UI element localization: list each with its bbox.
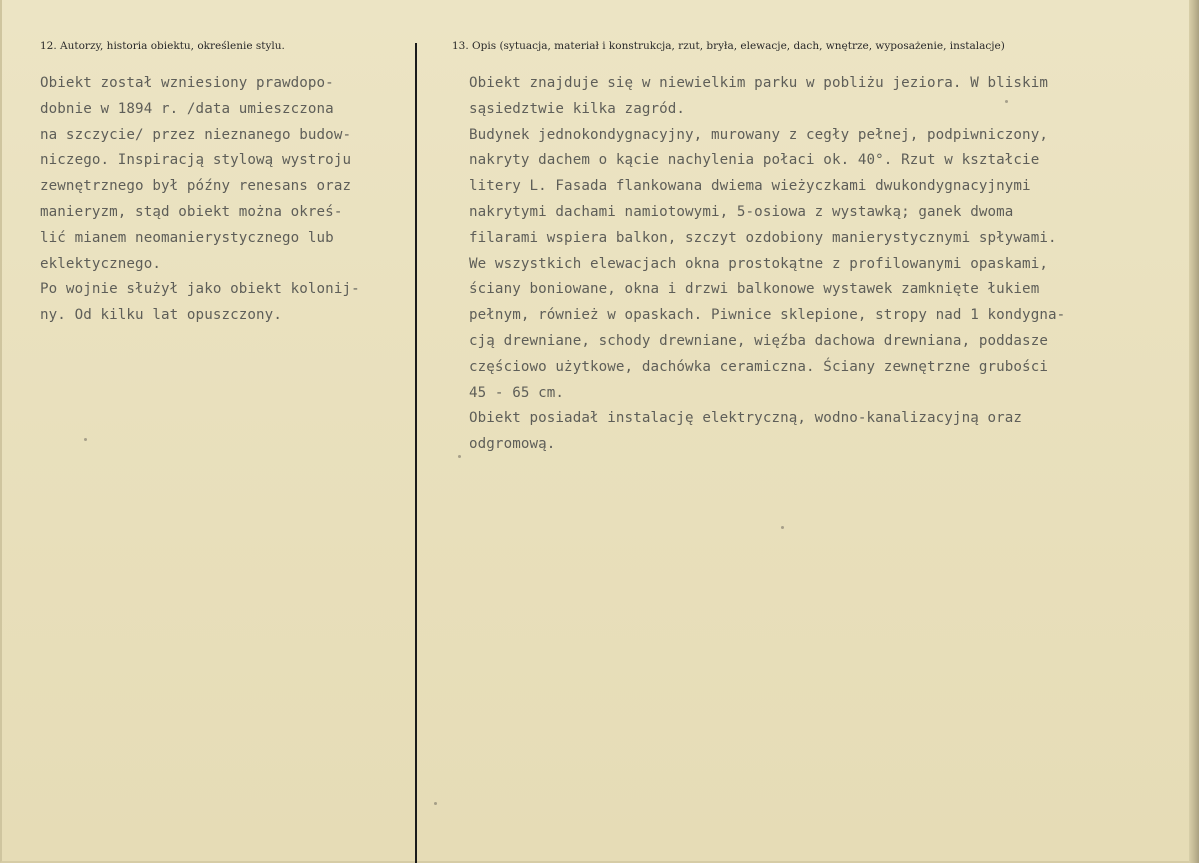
text-line: na szczycie/ przez nieznanego budow- [40, 126, 352, 143]
section-13-heading: 13. Opis (sytuacja, materiał i konstrukcja, rzut, bryła, elewacje, dach, wnętrze, wyposażenie, instalacje) [452, 40, 1005, 52]
text-line: lić mianem neomanierystycznego lub [40, 229, 334, 246]
text-line: ny. Od kilku lat opuszczony. [40, 307, 282, 324]
section-12-text [40, 71, 420, 329]
text-line: częściowo użytkowe, dachówka ceramiczna. Ściany zewnętrzne grubości [469, 358, 1048, 375]
text-line: niczego. Inspiracją stylową wystroju [40, 152, 352, 169]
paper-speck [781, 526, 784, 529]
text-line: odgromową. [469, 436, 556, 453]
text-line: sąsiedztwie kilka zagród. [469, 100, 686, 117]
text-line: pełnym, również w opaskach. Piwnice sklepione, stropy nad 1 kondygna- [469, 307, 1066, 324]
text-line: nakryty dachem o kącie nachylenia połaci ok. 40°. Rzut w kształcie [469, 152, 1040, 169]
text-line: manieryzm, stąd obiekt można okreś- [40, 203, 343, 220]
paper-speck [1005, 100, 1008, 103]
text-line: eklektycznego. [40, 255, 161, 272]
text-line: ściany boniowane, okna i drzwi balkonowe wystawek zamknięte łukiem [469, 281, 1040, 298]
text-line: Obiekt znajduje się w niewielkim parku w pobliżu jeziora. W bliskim [469, 75, 1048, 91]
text-line: 45 - 65 cm. [469, 384, 565, 401]
text-line: Budynek jednokondygnacyjny, murowany z cegły pełnej, podpiwniczony, [469, 126, 1048, 143]
paper-speck [434, 802, 437, 805]
card-edge [1189, 0, 1199, 863]
text-line: zewnętrznego był późny renesans oraz [40, 178, 352, 195]
text-line: Obiekt został wzniesiony prawdopo- [40, 75, 334, 91]
text-line: dobnie w 1894 r. /data umieszczona [40, 100, 334, 117]
text-line: We wszystkich elewacjach okna prostokątne z profilowanymi opaskami, [469, 255, 1048, 272]
text-line: Obiekt posiadał instalację elektryczną, wodno-kanalizacyjną oraz [469, 410, 1023, 427]
text-line: Po wojnie służył jako obiekt kolonij- [40, 281, 360, 298]
text-line: cją drewniane, schody drewniane, więźba dachowa drewniana, poddasze [469, 332, 1048, 349]
section-12-heading: 12. Autorzy, historia obiektu, określenie stylu. [40, 40, 285, 52]
text-line: nakrytymi dachami namiotowymi, 5-osiowa z wystawką; ganek dwoma [469, 203, 1014, 220]
text-line: litery L. Fasada flankowana dwiema wieżyczkami dwukondygnacyjnymi [469, 178, 1031, 195]
text-line: filarami wspiera balkon, szczyt ozdobiony manierystycznymi spływami. [469, 229, 1057, 246]
paper-speck [84, 438, 87, 441]
paper-speck [458, 455, 461, 458]
section-13-text [469, 71, 1189, 458]
